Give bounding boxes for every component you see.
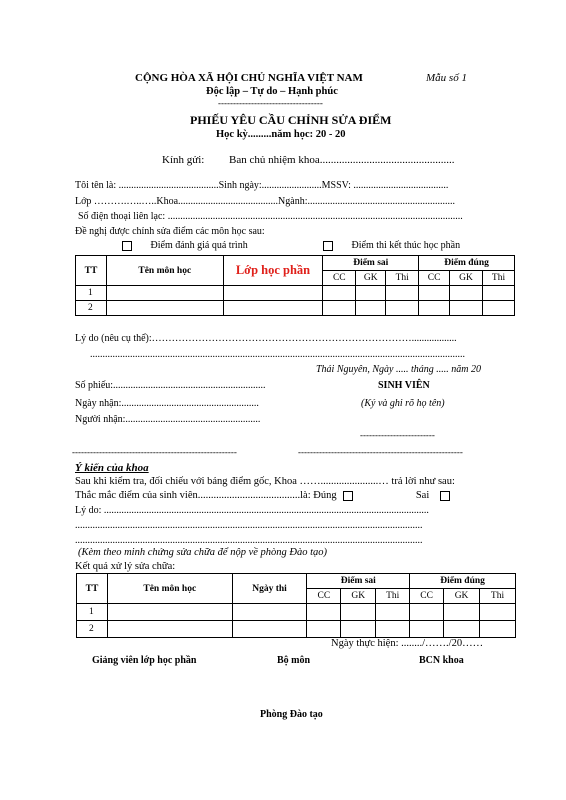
row-number: 2	[76, 301, 107, 316]
col-subject: Tên môn học	[107, 574, 232, 604]
receiver: Người nhận:......................................................	[75, 414, 261, 425]
cell-input[interactable]	[386, 286, 419, 301]
request-line: Đề nghị được chỉnh sửa điểm các môn học sau:	[75, 226, 265, 237]
reason-line-2: ......................................................................................................................................................	[90, 349, 465, 360]
cell-input[interactable]	[307, 604, 341, 621]
request-table	[75, 255, 515, 316]
cell-input[interactable]	[376, 621, 410, 638]
option-exam[interactable]	[323, 240, 460, 251]
cell-input[interactable]	[444, 621, 480, 638]
cell-input[interactable]	[341, 604, 376, 621]
table-row	[76, 301, 515, 316]
cell-input[interactable]	[106, 301, 223, 316]
student-label: SINH VIÊN	[378, 380, 430, 391]
col-class: Lớp học phần	[223, 256, 323, 286]
wrong-label: Sai	[415, 490, 430, 501]
col-wrong: Điểm sai	[323, 256, 419, 271]
cell-input[interactable]	[232, 604, 307, 621]
sub-thi: Thi	[376, 589, 410, 604]
sub-cc: CC	[307, 589, 341, 604]
option-exam-label: Điểm thi kết thúc học phần	[351, 240, 461, 251]
row-number: 1	[77, 604, 108, 621]
table-row	[77, 604, 516, 621]
cell-input[interactable]	[483, 301, 515, 316]
reason-line: Lý do (nêu cụ thể):……………………………………………………………………..................	[75, 333, 457, 344]
cell-input[interactable]	[450, 301, 483, 316]
table-row	[76, 286, 515, 301]
cell-input[interactable]	[232, 621, 307, 638]
sub-gk: GK	[450, 271, 483, 286]
row-number: 1	[76, 286, 107, 301]
option-process-label: Điểm đánh giá quá trình	[150, 240, 248, 251]
col-tt: TT	[76, 256, 107, 286]
cell-input[interactable]	[223, 301, 323, 316]
result-table	[76, 573, 516, 638]
form-title: PHIẾU YÊU CẦU CHỈNH SỬA ĐIỂM	[190, 113, 392, 127]
sub-gk: GK	[341, 589, 376, 604]
cell-input[interactable]	[323, 301, 356, 316]
cell-input[interactable]	[223, 286, 323, 301]
faculty-line-5: ...........................................................................................................................................	[75, 535, 423, 546]
to-label: Kính gửi:	[162, 154, 205, 166]
ticket-number: Số phiếu:.............................................................	[75, 380, 266, 391]
faculty-line-1: Sau khi kiểm tra, đối chiếu với bảng điểm gốc, Khoa ……......................… trả lời như sau:	[75, 476, 455, 487]
cell-input[interactable]	[356, 286, 386, 301]
cell-input[interactable]	[419, 286, 450, 301]
col-date: Ngày thi	[232, 574, 307, 604]
sub-gk: GK	[444, 589, 480, 604]
sub-thi: Thi	[480, 589, 516, 604]
form-number: Mẫu số 1	[426, 72, 467, 84]
cell-input[interactable]	[410, 604, 444, 621]
name-line: Tôi tên là: ........................................Sinh ngày:........................MSSV: ......................................	[75, 180, 449, 191]
phone-line: Số điện thoại liên lạc: ......................................................................................................................	[78, 211, 463, 222]
cell-input[interactable]	[450, 286, 483, 301]
faculty-line-4: ...........................................................................................................................................	[75, 520, 423, 531]
cell-input[interactable]	[483, 286, 515, 301]
semester-line: Học kỳ.........năm học: 20 - 20	[216, 129, 346, 140]
signer-faculty-board: BCN khoa	[419, 655, 464, 666]
option-process[interactable]	[122, 240, 248, 251]
col-right: Điểm đúng	[419, 256, 515, 271]
sub-thi: Thi	[483, 271, 515, 286]
sub-thi: Thi	[386, 271, 419, 286]
separator-right: -------------------------------------------------------	[298, 447, 463, 457]
signer-lecturer: Giảng viên lớp học phần	[92, 655, 197, 666]
faculty-reason: Lý do: ..................................................................................................................................	[75, 505, 429, 516]
sub-cc: CC	[410, 589, 444, 604]
cell-input[interactable]	[419, 301, 450, 316]
student-sign-note: (Ký và ghi rõ họ tên)	[361, 398, 445, 409]
cell-input[interactable]	[106, 286, 223, 301]
checkbox-wrong[interactable]	[440, 491, 450, 501]
cell-input[interactable]	[107, 604, 232, 621]
faculty-note: (Kèm theo minh chứng sửa chữa để nộp về phòng Đào tạo)	[78, 547, 328, 558]
row-number: 2	[77, 621, 108, 638]
place-date: Thái Nguyên, Ngày ..... tháng ..... năm 20	[316, 364, 481, 375]
checkbox-process[interactable]	[122, 241, 132, 251]
cell-input[interactable]	[444, 604, 480, 621]
motto: Độc lập – Tự do – Hạnh phúc	[206, 86, 338, 97]
motto-underline: -----------------------------------	[218, 98, 323, 108]
sign-line: -------------------------	[360, 430, 435, 440]
result-label: Kết quả xử lý sửa chữa:	[75, 561, 176, 572]
col-wrong: Điểm sai	[307, 574, 410, 589]
cell-input[interactable]	[307, 621, 341, 638]
checkbox-exam[interactable]	[323, 241, 333, 251]
country-name: CỘNG HÒA XÃ HỘI CHỦ NGHĨA VIỆT NAM	[135, 72, 363, 84]
sub-cc: CC	[419, 271, 450, 286]
cell-input[interactable]	[356, 301, 386, 316]
to-value: Ban chủ nhiệm khoa.................................................	[229, 154, 455, 166]
training-office: Phòng Đào tạo	[260, 709, 323, 720]
sub-gk: GK	[356, 271, 386, 286]
execution-date: Ngày thực hiện: ......../……./20……	[331, 638, 484, 649]
cell-input[interactable]	[323, 286, 356, 301]
sub-cc: CC	[323, 271, 356, 286]
separator-left: -------------------------------------------------------	[72, 447, 237, 457]
faculty-line-2	[75, 490, 450, 501]
checkbox-correct[interactable]	[343, 491, 353, 501]
cell-input[interactable]	[386, 301, 419, 316]
cell-input[interactable]	[376, 604, 410, 621]
col-tt: TT	[77, 574, 108, 604]
faculty-heading: Ý kiến của khoa	[75, 462, 149, 474]
faculty-line-2-text: Thắc mắc điểm của sinh viên.......................................là: Đúng	[75, 490, 337, 501]
cell-input[interactable]	[410, 621, 444, 638]
class-line: Lớp ……….…..…..Khoa........................................Ngành:...........................................................	[75, 196, 455, 207]
table-row	[77, 621, 516, 638]
cell-input[interactable]	[480, 604, 516, 621]
received-date: Ngày nhận:.......................................................	[75, 398, 259, 409]
col-subject: Tên môn học	[106, 256, 223, 286]
cell-input[interactable]	[107, 621, 232, 638]
signer-department: Bộ môn	[277, 655, 311, 666]
cell-input[interactable]	[480, 621, 516, 638]
col-right: Điểm đúng	[410, 574, 516, 589]
cell-input[interactable]	[341, 621, 376, 638]
